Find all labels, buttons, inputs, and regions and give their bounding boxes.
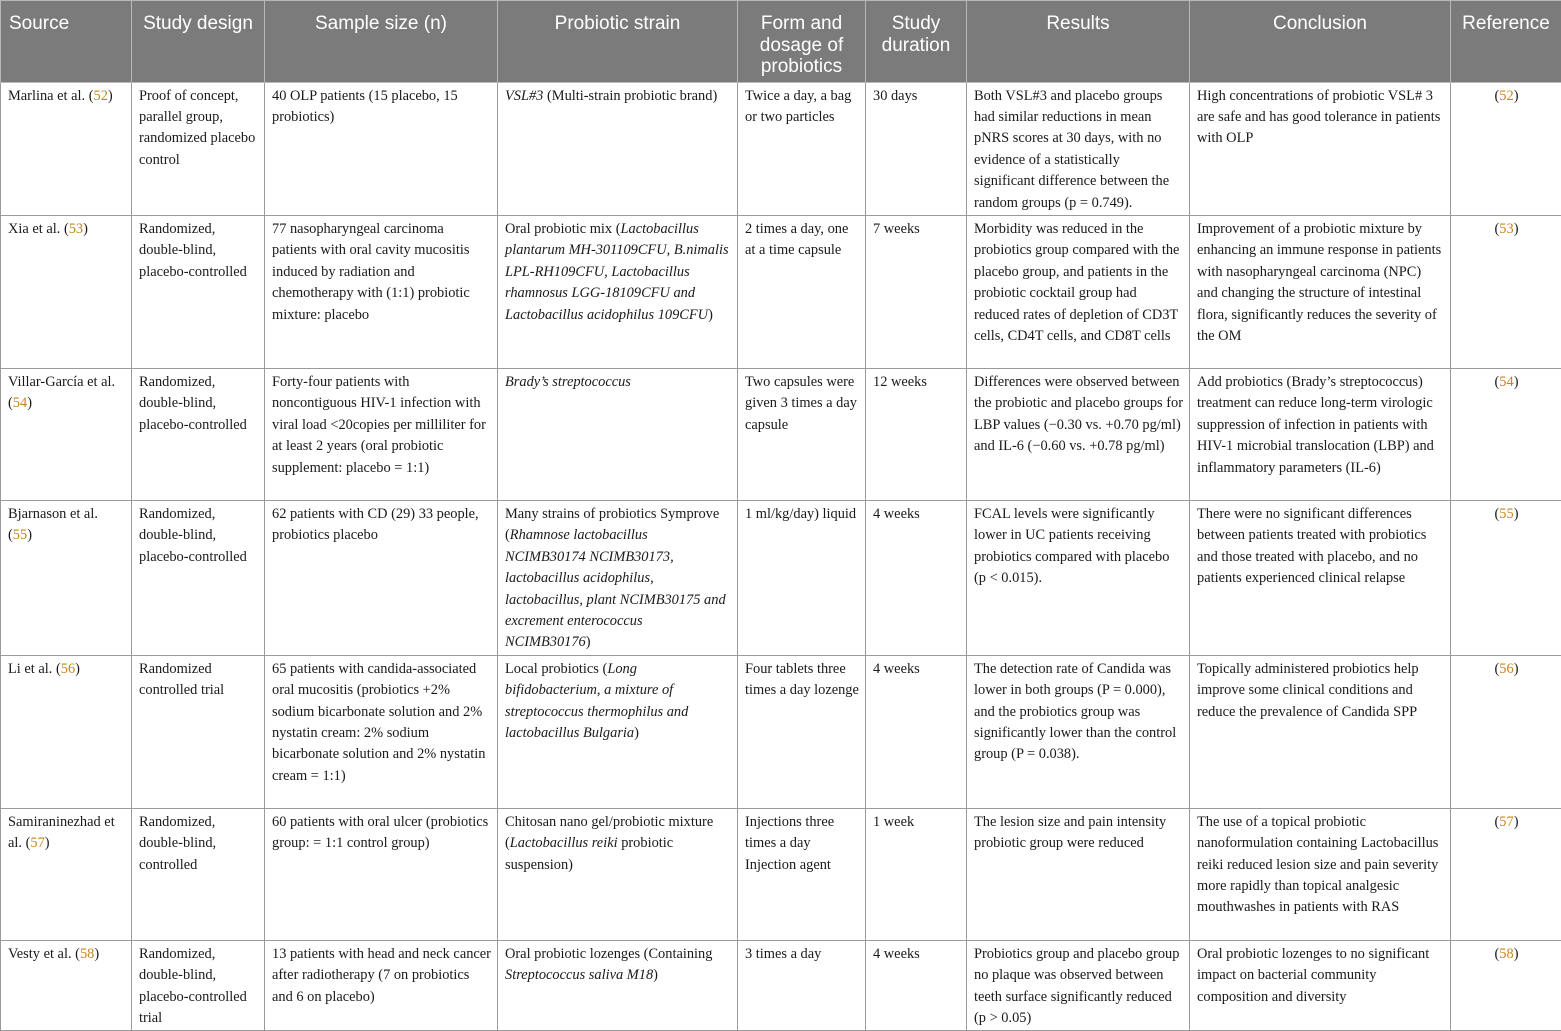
source-cell — [1, 368, 132, 500]
study-design-cell: Randomized, double-blind, placebo-controlled trial — [132, 940, 265, 1031]
study-duration-cell: 4 weeks — [866, 500, 967, 655]
study-design-cell: Randomized, double-blind, placebo-controlled — [132, 368, 265, 500]
strain-prefix: Oral probiotic mix ( — [505, 221, 621, 237]
strain-suffix: probiotic suspension) — [505, 835, 673, 872]
source-cell — [1, 808, 132, 940]
study-duration-cell: 7 weeks — [866, 215, 967, 368]
header-sample-size: Sample size (n) — [265, 1, 498, 83]
reference-link[interactable]: 58 — [1499, 946, 1513, 962]
results-cell: Morbidity was reduced in the probiotics group compared with the placebo group, and patients in the probiotic cocktail group had reduced rates of depletion of CD3T cells, CD4T cells, and CD8T cells — [967, 215, 1190, 368]
results-cell: Differences were observed between the probiotic and placebo groups for LBP values (−0.30 vs. +0.70 pg/ml) and IL-6 (−0.60 vs. +0.78 pg/ml) — [967, 368, 1190, 500]
source-name: Samiraninezhad et al. ( — [8, 814, 115, 851]
study-duration-cell: 1 week — [866, 808, 967, 940]
header-study-design: Study design — [132, 1, 265, 83]
results-cell: The lesion size and pain intensity probiotic group were reduced — [967, 808, 1190, 940]
reference-link[interactable]: 56 — [1499, 661, 1513, 677]
reference-cell — [1451, 368, 1561, 500]
strain-name: Long bifidobacterium, a mixture of streptococcus thermophilus and lactobacillus Bulgaria — [505, 661, 688, 741]
reference-link[interactable]: 53 — [1499, 221, 1513, 237]
study-duration-cell: 4 weeks — [866, 655, 967, 808]
header-probiotic-strain: Probiotic strain — [498, 1, 738, 83]
reference-cell — [1451, 655, 1561, 808]
study-design-cell: Proof of concept, parallel group, randomized placebo control — [132, 82, 265, 215]
strain-prefix: Chitosan nano gel/probiotic mixture ( — [505, 814, 713, 851]
header-reference: Reference — [1451, 1, 1561, 83]
source-cell — [1, 500, 132, 655]
header-row — [1, 1, 1561, 83]
sample-size-cell: 40 OLP patients (15 placebo, 15 probiotics) — [265, 82, 498, 215]
reference-close: ) — [1514, 946, 1519, 962]
source-tail: ) — [94, 946, 99, 962]
table-row — [1, 368, 1561, 500]
citation-link[interactable]: 54 — [13, 395, 27, 411]
reference-open: ( — [1495, 506, 1500, 522]
source-name: Li et al. ( — [8, 661, 61, 677]
probiotic-strain-cell — [498, 368, 738, 500]
reference-cell — [1451, 500, 1561, 655]
source-tail: ) — [75, 661, 80, 677]
form-dosage-cell: Two capsules were given 3 times a day capsule — [738, 368, 866, 500]
form-dosage-cell: Injections three times a day Injection agent — [738, 808, 866, 940]
results-cell: Probiotics group and placebo group no plaque was observed between teeth surface significantly reduced (p > 0.05) — [967, 940, 1190, 1031]
source-name: Villar-García et al. ( — [8, 374, 115, 411]
header-conclusion: Conclusion — [1190, 1, 1451, 83]
citation-link[interactable]: 58 — [80, 946, 94, 962]
study-duration-cell: 12 weeks — [866, 368, 967, 500]
source-cell — [1, 215, 132, 368]
probiotic-strain-cell — [498, 808, 738, 940]
header-results: Results — [967, 1, 1190, 83]
reference-link[interactable]: 54 — [1499, 374, 1513, 390]
source-tail: ) — [27, 395, 32, 411]
table-body — [1, 82, 1561, 1031]
table-row — [1, 500, 1561, 655]
strain-suffix: ) — [586, 634, 591, 650]
results-cell: FCAL levels were significantly lower in UC patients receiving probiotics compared with placebo (p < 0.015). — [967, 500, 1190, 655]
probiotic-strain-cell — [498, 940, 738, 1031]
probiotic-strain-cell — [498, 215, 738, 368]
citation-link[interactable]: 52 — [94, 88, 108, 104]
form-dosage-cell: 2 times a day, one at a time capsule — [738, 215, 866, 368]
source-tail: ) — [83, 221, 88, 237]
form-dosage-cell: Four tablets three times a day lozenge — [738, 655, 866, 808]
results-cell: The detection rate of Candida was lower in both groups (P = 0.000), and the probiotics group was significantly lower than the control group (P = 0.038). — [967, 655, 1190, 808]
table-header — [1, 1, 1561, 83]
results-cell: Both VSL#3 and placebo groups had similar reductions in mean pNRS scores at 30 days, with no evidence of a statistically significant difference between the random groups (p = 0.749). — [967, 82, 1190, 215]
strain-prefix: Oral probiotic lozenges (Containing — [505, 946, 712, 962]
reference-open: ( — [1495, 661, 1500, 677]
sample-size-cell: 62 patients with CD (29) 33 people, probiotics placebo — [265, 500, 498, 655]
conclusion-cell: Oral probiotic lozenges to no significant impact on bacterial community composition and diversity — [1190, 940, 1451, 1031]
reference-open: ( — [1495, 374, 1500, 390]
reference-close: ) — [1514, 88, 1519, 104]
sample-size-cell: 65 patients with candida-associated oral mucositis (probiotics +2% sodium bicarbonate solution and 2% nystatin cream: 2% sodium bicarbonate solution and 2% nystatin cream = 1:1) — [265, 655, 498, 808]
reference-open: ( — [1495, 88, 1500, 104]
reference-open: ( — [1495, 814, 1500, 830]
citation-link[interactable]: 55 — [13, 527, 27, 543]
strain-name: VSL#3 — [505, 88, 543, 104]
source-name: Xia et al. ( — [8, 221, 69, 237]
sample-size-cell: 13 patients with head and neck cancer after radiotherapy (7 on probiotics and 6 on placebo) — [265, 940, 498, 1031]
header-source: Source — [1, 1, 132, 83]
probiotic-strain-cell — [498, 82, 738, 215]
sample-size-cell: 60 patients with oral ulcer (probiotics group: = 1:1 control group) — [265, 808, 498, 940]
conclusion-cell: High concentrations of probiotic VSL# 3 are safe and has good tolerance in patients with OLP — [1190, 82, 1451, 215]
table-row — [1, 655, 1561, 808]
reference-close: ) — [1514, 221, 1519, 237]
table-row — [1, 82, 1561, 215]
strain-suffix: (Multi-strain probiotic brand) — [543, 88, 717, 104]
form-dosage-cell: 3 times a day — [738, 940, 866, 1031]
strain-name: Lactobacillus plantarum MH-301109CFU, B.nimalis LPL-RH109CFU, Lactobacillus rhamnosus LGG-18109CFU and Lactobacillus acidophilus 109CFU — [505, 221, 729, 323]
source-tail: ) — [45, 835, 50, 851]
header-study-duration: Study duration — [866, 1, 967, 83]
strain-name: Streptococcus saliva M18 — [505, 967, 653, 983]
study-design-cell: Randomized controlled trial — [132, 655, 265, 808]
probiotic-strain-cell — [498, 500, 738, 655]
header-form-dosage: Form and dosage of probiotics — [738, 1, 866, 83]
citation-link[interactable]: 56 — [61, 661, 75, 677]
reference-cell — [1451, 808, 1561, 940]
citation-link[interactable]: 57 — [30, 835, 44, 851]
citation-link[interactable]: 53 — [69, 221, 83, 237]
strain-name: Rhamnose lactobacillus NCIMB30174 NCIMB30173, lactobacillus acidophilus, lactobacillus, plant NCIMB30175 and excrement enterococcus NCIMB30176 — [505, 527, 726, 650]
strain-suffix: ) — [708, 307, 713, 323]
source-name: Marlina et al. ( — [8, 88, 94, 104]
reference-link[interactable]: 55 — [1499, 506, 1513, 522]
study-design-cell: Randomized, double-blind, placebo-controlled — [132, 500, 265, 655]
reference-open: ( — [1495, 946, 1500, 962]
sample-size-cell: Forty-four patients with noncontiguous HIV-1 infection with viral load <20copies per milliliter for at least 2 years (oral probiotic supplement: placebo = 1:1) — [265, 368, 498, 500]
strain-suffix: ) — [634, 725, 639, 741]
reference-close: ) — [1514, 506, 1519, 522]
source-cell — [1, 82, 132, 215]
reference-close: ) — [1514, 661, 1519, 677]
strain-prefix: Local probiotics ( — [505, 661, 607, 677]
conclusion-cell: Add probiotics (Brady’s streptococcus) treatment can reduce long-term virologic suppression of infection in patients with HIV-1 microbial translocation (LBP) and inflammatory parameters (IL-6) — [1190, 368, 1451, 500]
reference-close: ) — [1514, 814, 1519, 830]
reference-link[interactable]: 57 — [1499, 814, 1513, 830]
reference-cell — [1451, 82, 1561, 215]
conclusion-cell: There were no significant differences between patients treated with probiotics and those treated with placebo, and no patients experienced clinical relapse — [1190, 500, 1451, 655]
study-design-cell: Randomized, double-blind, placebo-controlled — [132, 215, 265, 368]
reference-link[interactable]: 52 — [1499, 88, 1513, 104]
source-tail: ) — [27, 527, 32, 543]
conclusion-cell: Improvement of a probiotic mixture by enhancing an immune response in patients with nasopharyngeal carcinoma (NPC) and changing the structure of intestinal flora, significantly reduces the severity of the OM — [1190, 215, 1451, 368]
sample-size-cell: 77 nasopharyngeal carcinoma patients with oral cavity mucositis induced by radiation and chemotherapy with (1:1) probiotic mixture: placebo — [265, 215, 498, 368]
table-row — [1, 215, 1561, 368]
study-design-cell: Randomized, double-blind, controlled — [132, 808, 265, 940]
strain-name: Lactobacillus reiki — [510, 835, 618, 851]
conclusion-cell: Topically administered probiotics help improve some clinical conditions and reduce the prevalence of Candida SPP — [1190, 655, 1451, 808]
table-row — [1, 940, 1561, 1031]
source-cell — [1, 655, 132, 808]
form-dosage-cell: 1 ml/kg/day) liquid — [738, 500, 866, 655]
study-duration-cell: 4 weeks — [866, 940, 967, 1031]
probiotic-strain-cell — [498, 655, 738, 808]
strain-name: Brady’s streptococcus — [505, 374, 631, 390]
source-tail: ) — [108, 88, 113, 104]
table-row — [1, 808, 1561, 940]
source-name: Bjarnason et al. ( — [8, 506, 98, 543]
reference-open: ( — [1495, 221, 1500, 237]
reference-close: ) — [1514, 374, 1519, 390]
conclusion-cell: The use of a topical probiotic nanoformulation containing Lactobacillus reiki reduced lesion size and pain severity more rapidly than topical analgesic mouthwashes in patients with RAS — [1190, 808, 1451, 940]
source-name: Vesty et al. ( — [8, 946, 80, 962]
reference-cell — [1451, 215, 1561, 368]
strain-prefix: Many strains of probiotics Symprove ( — [505, 506, 719, 543]
form-dosage-cell: Twice a day, a bag or two particles — [738, 82, 866, 215]
reference-cell — [1451, 940, 1561, 1031]
study-duration-cell: 30 days — [866, 82, 967, 215]
source-cell — [1, 940, 132, 1031]
strain-suffix: ) — [653, 967, 658, 983]
